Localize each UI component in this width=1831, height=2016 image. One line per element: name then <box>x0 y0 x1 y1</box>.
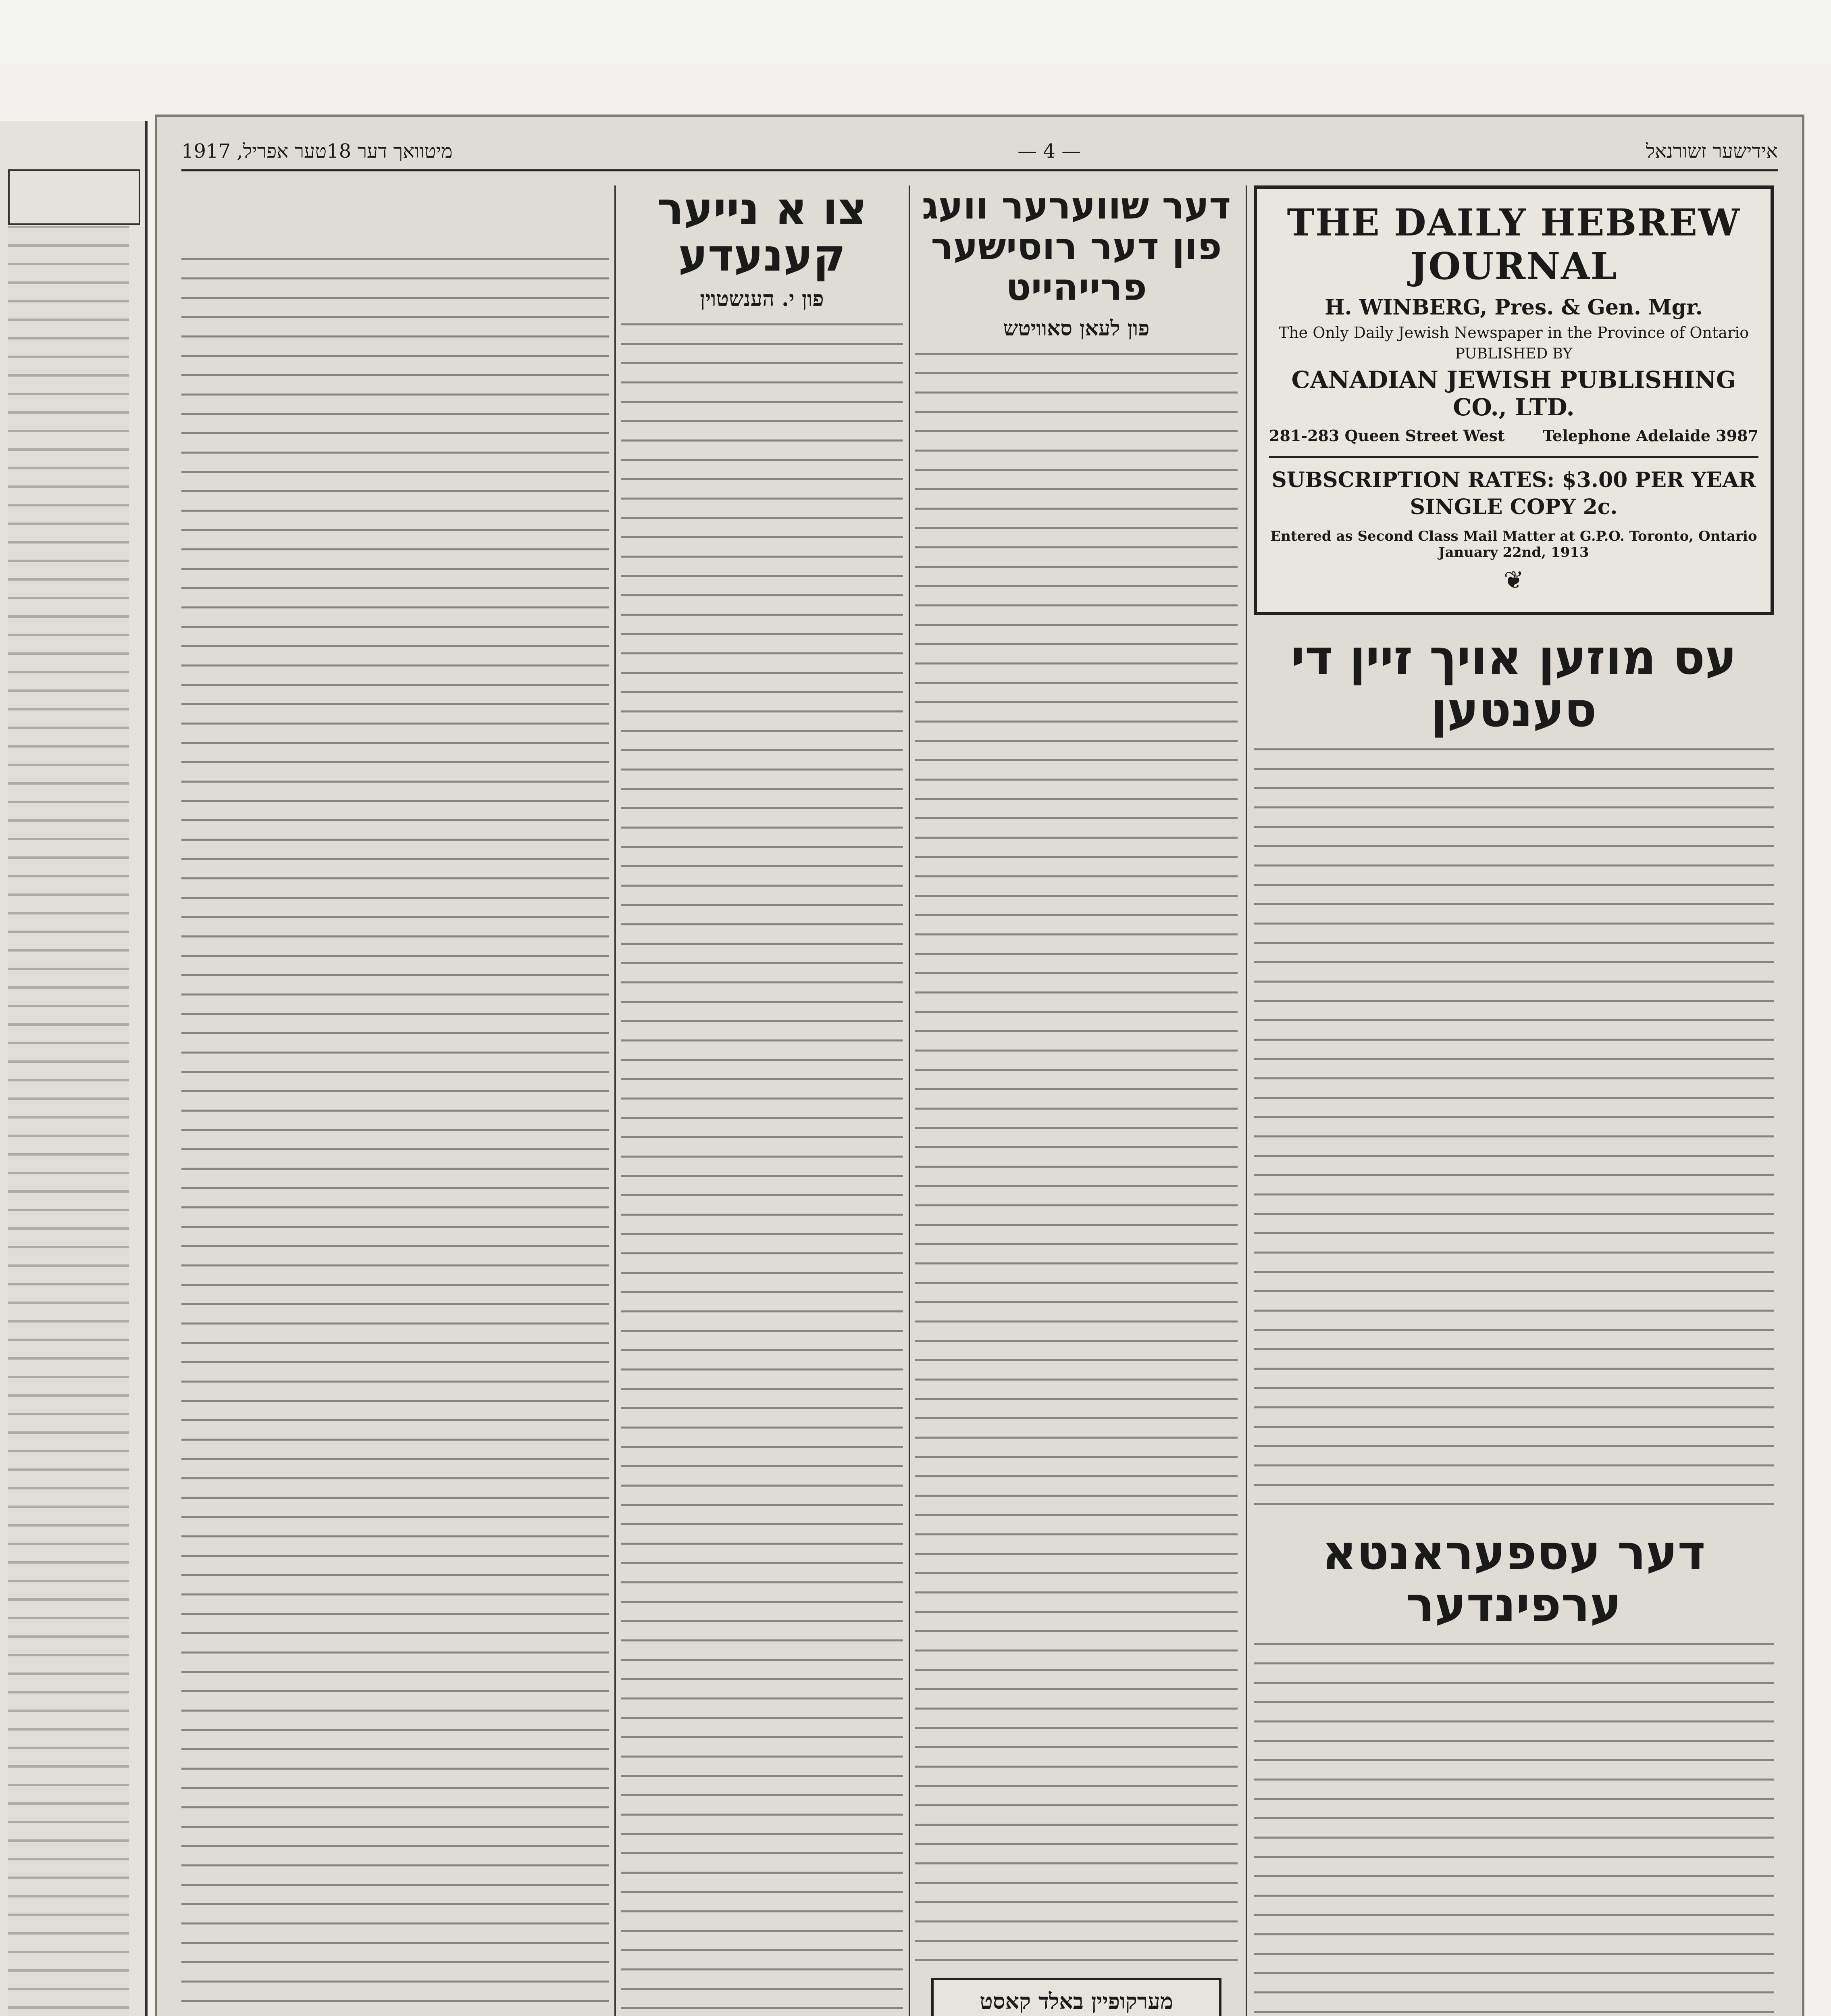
header-date: מיטוואך דער 18טער אפריל, 1917 <box>181 140 453 162</box>
article-text-block <box>915 353 1238 1966</box>
previous-page-edge <box>0 121 148 2016</box>
mail-matter-notice: Entered as Second Class Mail Matter at G.P.O. Toronto, Ontario January 22nd, 1913 <box>1270 528 1757 560</box>
masthead-phone: Telephone Adelaide 3987 <box>1543 427 1758 445</box>
subscription-rates: SUBSCRIPTION RATES: $3.00 PER YEAR <box>1269 456 1758 492</box>
scan-border-top <box>0 0 1831 65</box>
advertisement-box <box>931 1978 1221 2016</box>
column-rule <box>909 185 910 2016</box>
previous-page-text <box>8 226 129 2016</box>
page-header-line <box>181 133 1778 171</box>
column-rule <box>1246 185 1247 2016</box>
headline-sentences: עס מוזען אויך זיין די סענטען <box>1290 629 1737 737</box>
column-rule <box>614 185 616 2016</box>
article-text-block <box>1254 748 1774 1514</box>
masthead-box <box>1254 185 1774 615</box>
masthead-company: CANADIAN JEWISH PUBLISHING CO., LTD. <box>1291 366 1736 421</box>
headline-esperanto: דער עספעראנטא ערפינדער <box>1322 1524 1706 1633</box>
newspaper-page <box>157 117 1802 2016</box>
byline: פון י. הענשטוין <box>700 287 824 311</box>
header-paper-name: אידישער זשורנאל <box>1646 140 1778 162</box>
masthead-published-by: PUBLISHED BY <box>1455 346 1573 362</box>
column-new-canada <box>621 185 903 2016</box>
column-continuation <box>181 185 609 2016</box>
masthead-title: THE DAILY HEBREW JOURNAL <box>1287 201 1741 288</box>
single-copy-price: SINGLE COPY 2c. <box>1410 495 1618 519</box>
headline-new-canada: צו א נייער קענעדע <box>657 185 867 281</box>
masthead-address: 281-283 Queen Street West <box>1269 427 1505 445</box>
page-number: — 4 — <box>1017 140 1081 162</box>
article-text-block <box>1254 1643 1774 2016</box>
article-text-block <box>621 323 903 2016</box>
headline-russian-freedom: דער שווערער וועג פון דער רוסישער פרייהייט <box>922 185 1231 309</box>
column-editorial <box>1254 185 1774 2016</box>
column-russian-freedom <box>915 185 1238 2016</box>
masthead-editor: H. WINBERG, Pres. & Gen. Mgr. <box>1325 295 1703 320</box>
article-text-block <box>181 258 609 2016</box>
masthead-tagline: The Only Daily Jewish Newspaper in the Province of Ontario <box>1278 324 1749 342</box>
masthead-contact <box>1269 427 1758 445</box>
byline: פון לעאן סאוויטש <box>1003 316 1150 341</box>
ad-title: מערקופיין באלד קאסט <box>980 1988 1173 2014</box>
ornament-icon: ❦ <box>1503 566 1524 594</box>
previous-page-header <box>8 169 140 225</box>
